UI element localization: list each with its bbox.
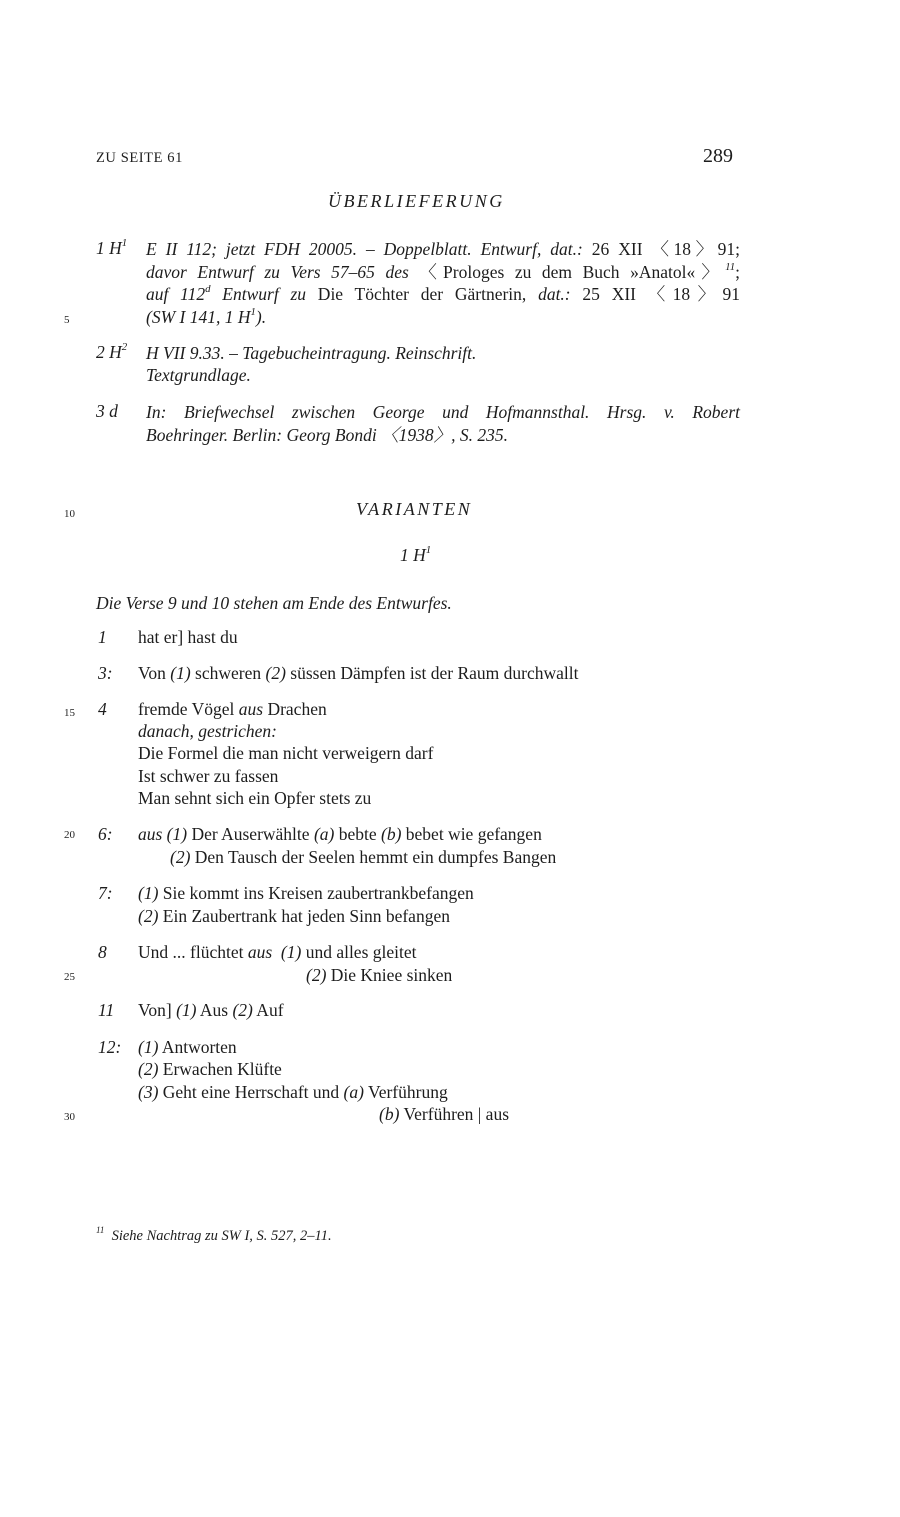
verse-4-line-4: Ist schwer zu fassen: [138, 766, 279, 786]
entry-3d-text: [146, 401, 740, 446]
verse-3-label: 3:: [98, 663, 113, 683]
entry-2h2-line-1: H VII 9.33. – Tagebucheintragung. Reinschrift.: [146, 343, 477, 363]
varianten-intro: Die Verse 9 und 10 stehen am Ende des Entwurfes.: [96, 593, 452, 613]
verse-6-line-1: aus (1) Der Auserwählte (a) bebte (b) bebet wie gefangen: [138, 824, 542, 844]
verse-12-line-4: (b) Verführen | aus: [379, 1104, 510, 1124]
entry-3d-line-1: In: Briefwechsel zwischen George und Hofmannsthal. Hrsg. v. Robert: [146, 402, 740, 422]
footnote-text: Siehe Nachtrag zu SW I, S. 527, 2–11.: [111, 1228, 332, 1244]
entry-1h1-line-2: davor Entwurf zu Vers 57–65 des 〈Prologes zu dem Buch »Anatol«〉$^{11}$;: [146, 260, 741, 282]
verse-4-line-5: Man sehnt sich ein Opfer stets zu: [138, 788, 372, 808]
line-number-25: 25: [64, 971, 75, 983]
heading-varianten: VARIANTEN: [356, 499, 473, 519]
sigle-1h1: 1 $H^1$: [96, 237, 128, 258]
subheading-1h1: 1 $H^1$: [400, 544, 432, 565]
line-number-5: 5: [64, 314, 70, 326]
verse-12-line-2: (2) Erwachen Klüfte: [138, 1059, 282, 1079]
verse-12-line-3: (3) Geht eine Herrschaft und (a) Verführung: [138, 1082, 448, 1102]
verse-12-label: 12:: [98, 1037, 122, 1057]
line-number-10: 10: [64, 508, 75, 520]
verse-4-line-3: Die Formel die man nicht verweigern darf: [138, 743, 434, 763]
footnote: [96, 1225, 332, 1245]
entry-1h1-line-4: (SW I 141, 1 $H^1$).: [146, 305, 267, 327]
line-number-20: 20: [64, 829, 75, 841]
footnote-mark: 11: [96, 1225, 105, 1236]
line-number-30: 30: [64, 1111, 75, 1123]
page-number: 289: [703, 145, 733, 167]
verse-11-line-1: Von] (1) Aus (2) Auf: [138, 1000, 284, 1020]
verse-3-line-1: Von (1) schweren (2) süssen Dämpfen ist der Raum durchwallt: [138, 663, 579, 683]
entry-1h1-line-3: auf 112$^d$ Entwurf zu Die Töchter der Gärtnerin, dat.: 25 XII 〈18〉91: [146, 283, 740, 304]
verse-6-label: 6:: [98, 824, 113, 844]
verse-4-line-1: fremde Vögel aus Drachen: [138, 699, 327, 719]
line-number-15: 15: [64, 707, 75, 719]
verse-12-line-1: (1) Antworten: [138, 1037, 237, 1057]
verse-6-line-2: (2) Den Tausch der Seelen hemmt ein dumpfes Bangen: [170, 847, 557, 867]
verse-4-line-2: danach, gestrichen:: [138, 721, 277, 741]
verse-8-line-1: Und ... flüchtet aus (1) und alles gleitet: [138, 942, 417, 962]
sigle-2h2: 2 $H^2$: [96, 341, 128, 362]
verse-1-label: 1: [98, 627, 107, 647]
entry-1h1-line-1: E II 112; jetzt FDH 20005. – Doppelblatt. Entwurf, dat.: 26 XII 〈18〉91;: [146, 239, 740, 259]
verse-4-label: 4: [98, 699, 107, 719]
verse-8-line-2: (2) Die Kniee sinken: [306, 965, 453, 985]
entry-1h1-text: [146, 238, 740, 328]
verse-1-line-1: hat er] hast du: [138, 627, 238, 647]
verse-7-label: 7:: [98, 883, 113, 903]
entry-3d-line-2: Boehringer. Berlin: Georg Bondi 〈1938〉, S. 235.: [146, 424, 508, 445]
verse-7-line-2: (2) Ein Zaubertrank hat jeden Sinn befangen: [138, 906, 450, 926]
sigle-3d: 3 d: [96, 401, 118, 421]
verse-7-line-1: (1) Sie kommt ins Kreisen zaubertrankbefangen: [138, 883, 474, 903]
verse-8-label: 8: [98, 942, 107, 962]
heading-ueberlieferung: ÜBERLIEFERUNG: [328, 191, 505, 211]
entry-2h2-line-2: Textgrundlage.: [146, 365, 251, 385]
verse-11-label: 11: [98, 1000, 115, 1020]
running-title: ZU SEITE 61: [96, 150, 183, 166]
